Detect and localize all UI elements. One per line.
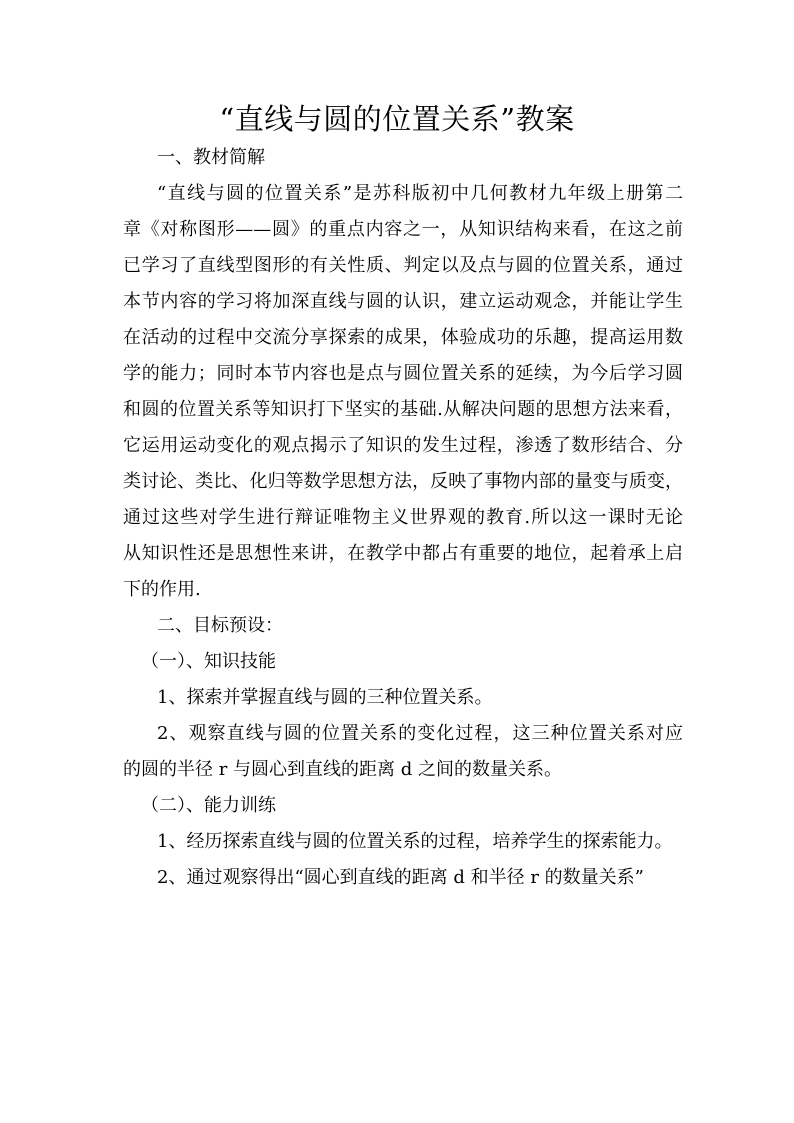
paragraph-textbook-analysis xyxy=(123,176,683,608)
paragraph-line: 通过这些对学生进行辩证唯物主义世界观的教育.所以这一课时无论 xyxy=(123,507,683,528)
paragraph-line: 从知识性还是思想性来讲，在教学中都占有重要的地位，起着承上启 xyxy=(123,543,683,564)
section-heading-goals: 二、目标预设： xyxy=(157,615,283,636)
section-heading-textbook: 一、教材简解 xyxy=(157,147,265,168)
paragraph-line: “直线与圆的位置关系”是苏科版初中几何教材九年级上册第二 xyxy=(157,183,683,204)
paragraph-line: 下的作用. xyxy=(123,579,201,600)
list-item: 1、经历探索直线与圆的位置关系的过程，培养学生的探索能力。 xyxy=(157,831,673,852)
document-body xyxy=(123,140,683,896)
list-item: 2、观察直线与圆的位置关系的变化过程，这三种位置关系对应 xyxy=(157,723,683,744)
subsection-heading-knowledge: （一）、知识技能 xyxy=(141,651,276,672)
list-item: 1、探索并掌握直线与圆的三种位置关系。 xyxy=(157,687,493,708)
paragraph-line: 本节内容的学习将加深直线与圆的认识，建立运动观念，并能让学生 xyxy=(123,291,683,312)
paragraph-line: 已学习了直线型图形的有关性质、判定以及点与圆的位置关系，通过 xyxy=(123,255,683,276)
list-item: 2、通过观察得出“圆心到直线的距离 d 和半径 r 的数量关系” xyxy=(157,867,644,888)
paragraph-line: 和圆的位置关系等知识打下坚实的基础.从解决问题的思想方法来看， xyxy=(123,399,683,420)
paragraph-line: 在活动的过程中交流分享探索的成果，体验成功的乐趣，提高运用数 xyxy=(123,327,683,348)
paragraph-line: 它运用运动变化的观点揭示了知识的发生过程，渗透了数形结合、分 xyxy=(123,435,683,456)
paragraph-line: 类讨论、类比、化归等数学思想方法，反映了事物内部的量变与质变， xyxy=(123,471,683,492)
list-item-continuation: 的圆的半径 r 与圆心到直线的距离 d 之间的数量关系。 xyxy=(123,759,563,780)
paragraph-line: 章《对称图形——圆》的重点内容之一，从知识结构来看，在这之前 xyxy=(123,219,683,240)
subsection-heading-ability: （二）、能力训练 xyxy=(141,795,276,816)
document-title: “直线与圆的位置关系”教案 xyxy=(219,102,575,136)
paragraph-line: 学的能力；同时本节内容也是点与圆位置关系的延续，为今后学习圆 xyxy=(123,363,683,384)
